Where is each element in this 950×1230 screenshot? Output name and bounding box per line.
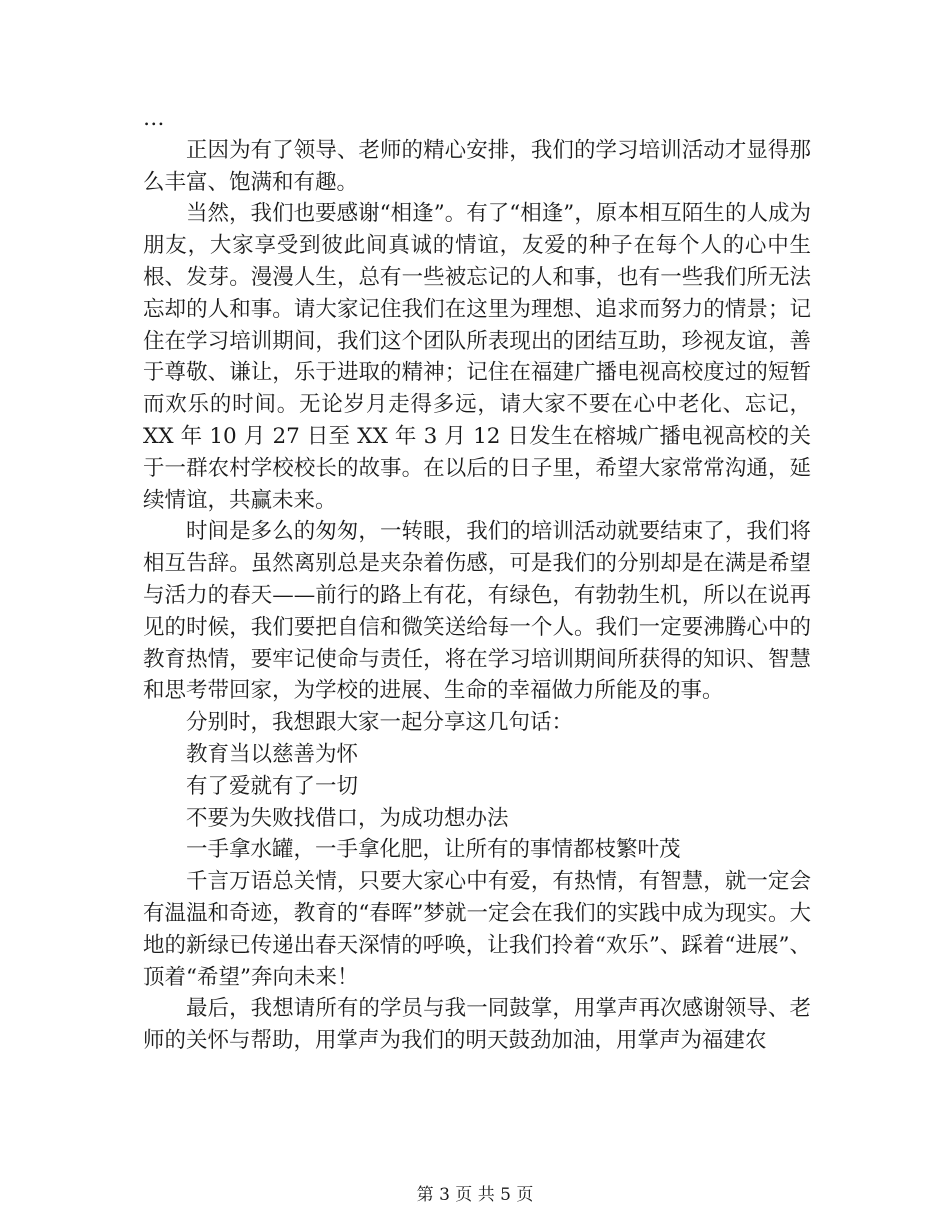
paragraph-share-intro: 分别时，我想跟大家一起分享这几句话：: [186, 710, 574, 736]
paragraph-encounter: 当然，我们也要感谢“相逢”。有了“相逢”，原本相互陌生的人成为朋友，大家享受到彼此间真诚的情谊，友爱的种子在每个人的心中生根、发芽。漫漫人生，总有一些被忘记的人和事，也有一些我们所无法忘却的人和事。请大家记住我们在这里为理想、追求而努力的情景；记住在学习培训期间，我们这个团队所表现出的团结互助，珍视友谊，善于尊敬、谦让，乐于进取的精神；记住在福建广播电视高校度过的短暂而欢乐的时间。无论岁月走得多远，请大家不要在心中老化、忘记，XX 年 10 月 27 日至 XX 年 3 月 12 日发生在榕城广播电视高校的关于一群农村学校校长的故事。在以后的日子里，希望大家常常沟通，延续情谊，共赢未来。: [143, 201, 811, 513]
document-body: [143, 103, 811, 1057]
paragraph-arrangement: 正因为有了领导、老师的精心安排，我们的学习培训活动才显得那么丰富、饱满和有趣。: [143, 137, 811, 195]
quote-line-3: 不要为失败找借口，为成功想办法: [186, 805, 509, 831]
paragraph-applause: 最后，我想请所有的学员与我一同鼓掌，用掌声再次感谢领导、老师的关怀与帮助，用掌声为我们的明天鼓劲加油，用掌声为福建农: [143, 996, 811, 1054]
page-footer: 第 3 页 共 5 页: [416, 1185, 534, 1205]
quote-line-1: 教育当以慈善为怀: [186, 741, 359, 767]
quote-line-2: 有了爱就有了一切: [186, 773, 359, 799]
quote-line-4: 一手拿水罐，一手拿化肥，让所有的事情都枝繁叶茂: [186, 837, 681, 863]
ellipsis-line: …: [143, 106, 166, 131]
paragraph-future: 千言万语总关情，只要大家心中有爱，有热情，有智慧，就一定会有温温和奇迹，教育的“春晖”梦就一定会在我们的实践中成为现实。大地的新绿已传递出春天深情的呼唤，让我们拎着“欢乐”、踩着“进展”、顶着“希望”奔向未来！: [143, 869, 811, 990]
paragraph-farewell: 时间是多么的匆匆，一转眼，我们的培训活动就要结束了，我们将相互告辞。虽然离别总是夹杂着伤感，可是我们的分别却是在满是希望与活力的春天——前行的路上有花，有绿色，有勃勃生机，所以在说再见的时候，我们要把自信和微笑送给每一个人。我们一定要沸腾心中的教育热情，要牢记使命与责任，将在学习培训期间所获得的知识、智慧和思考带回家，为学校的进展、生命的幸福做力所能及的事。: [143, 519, 811, 704]
